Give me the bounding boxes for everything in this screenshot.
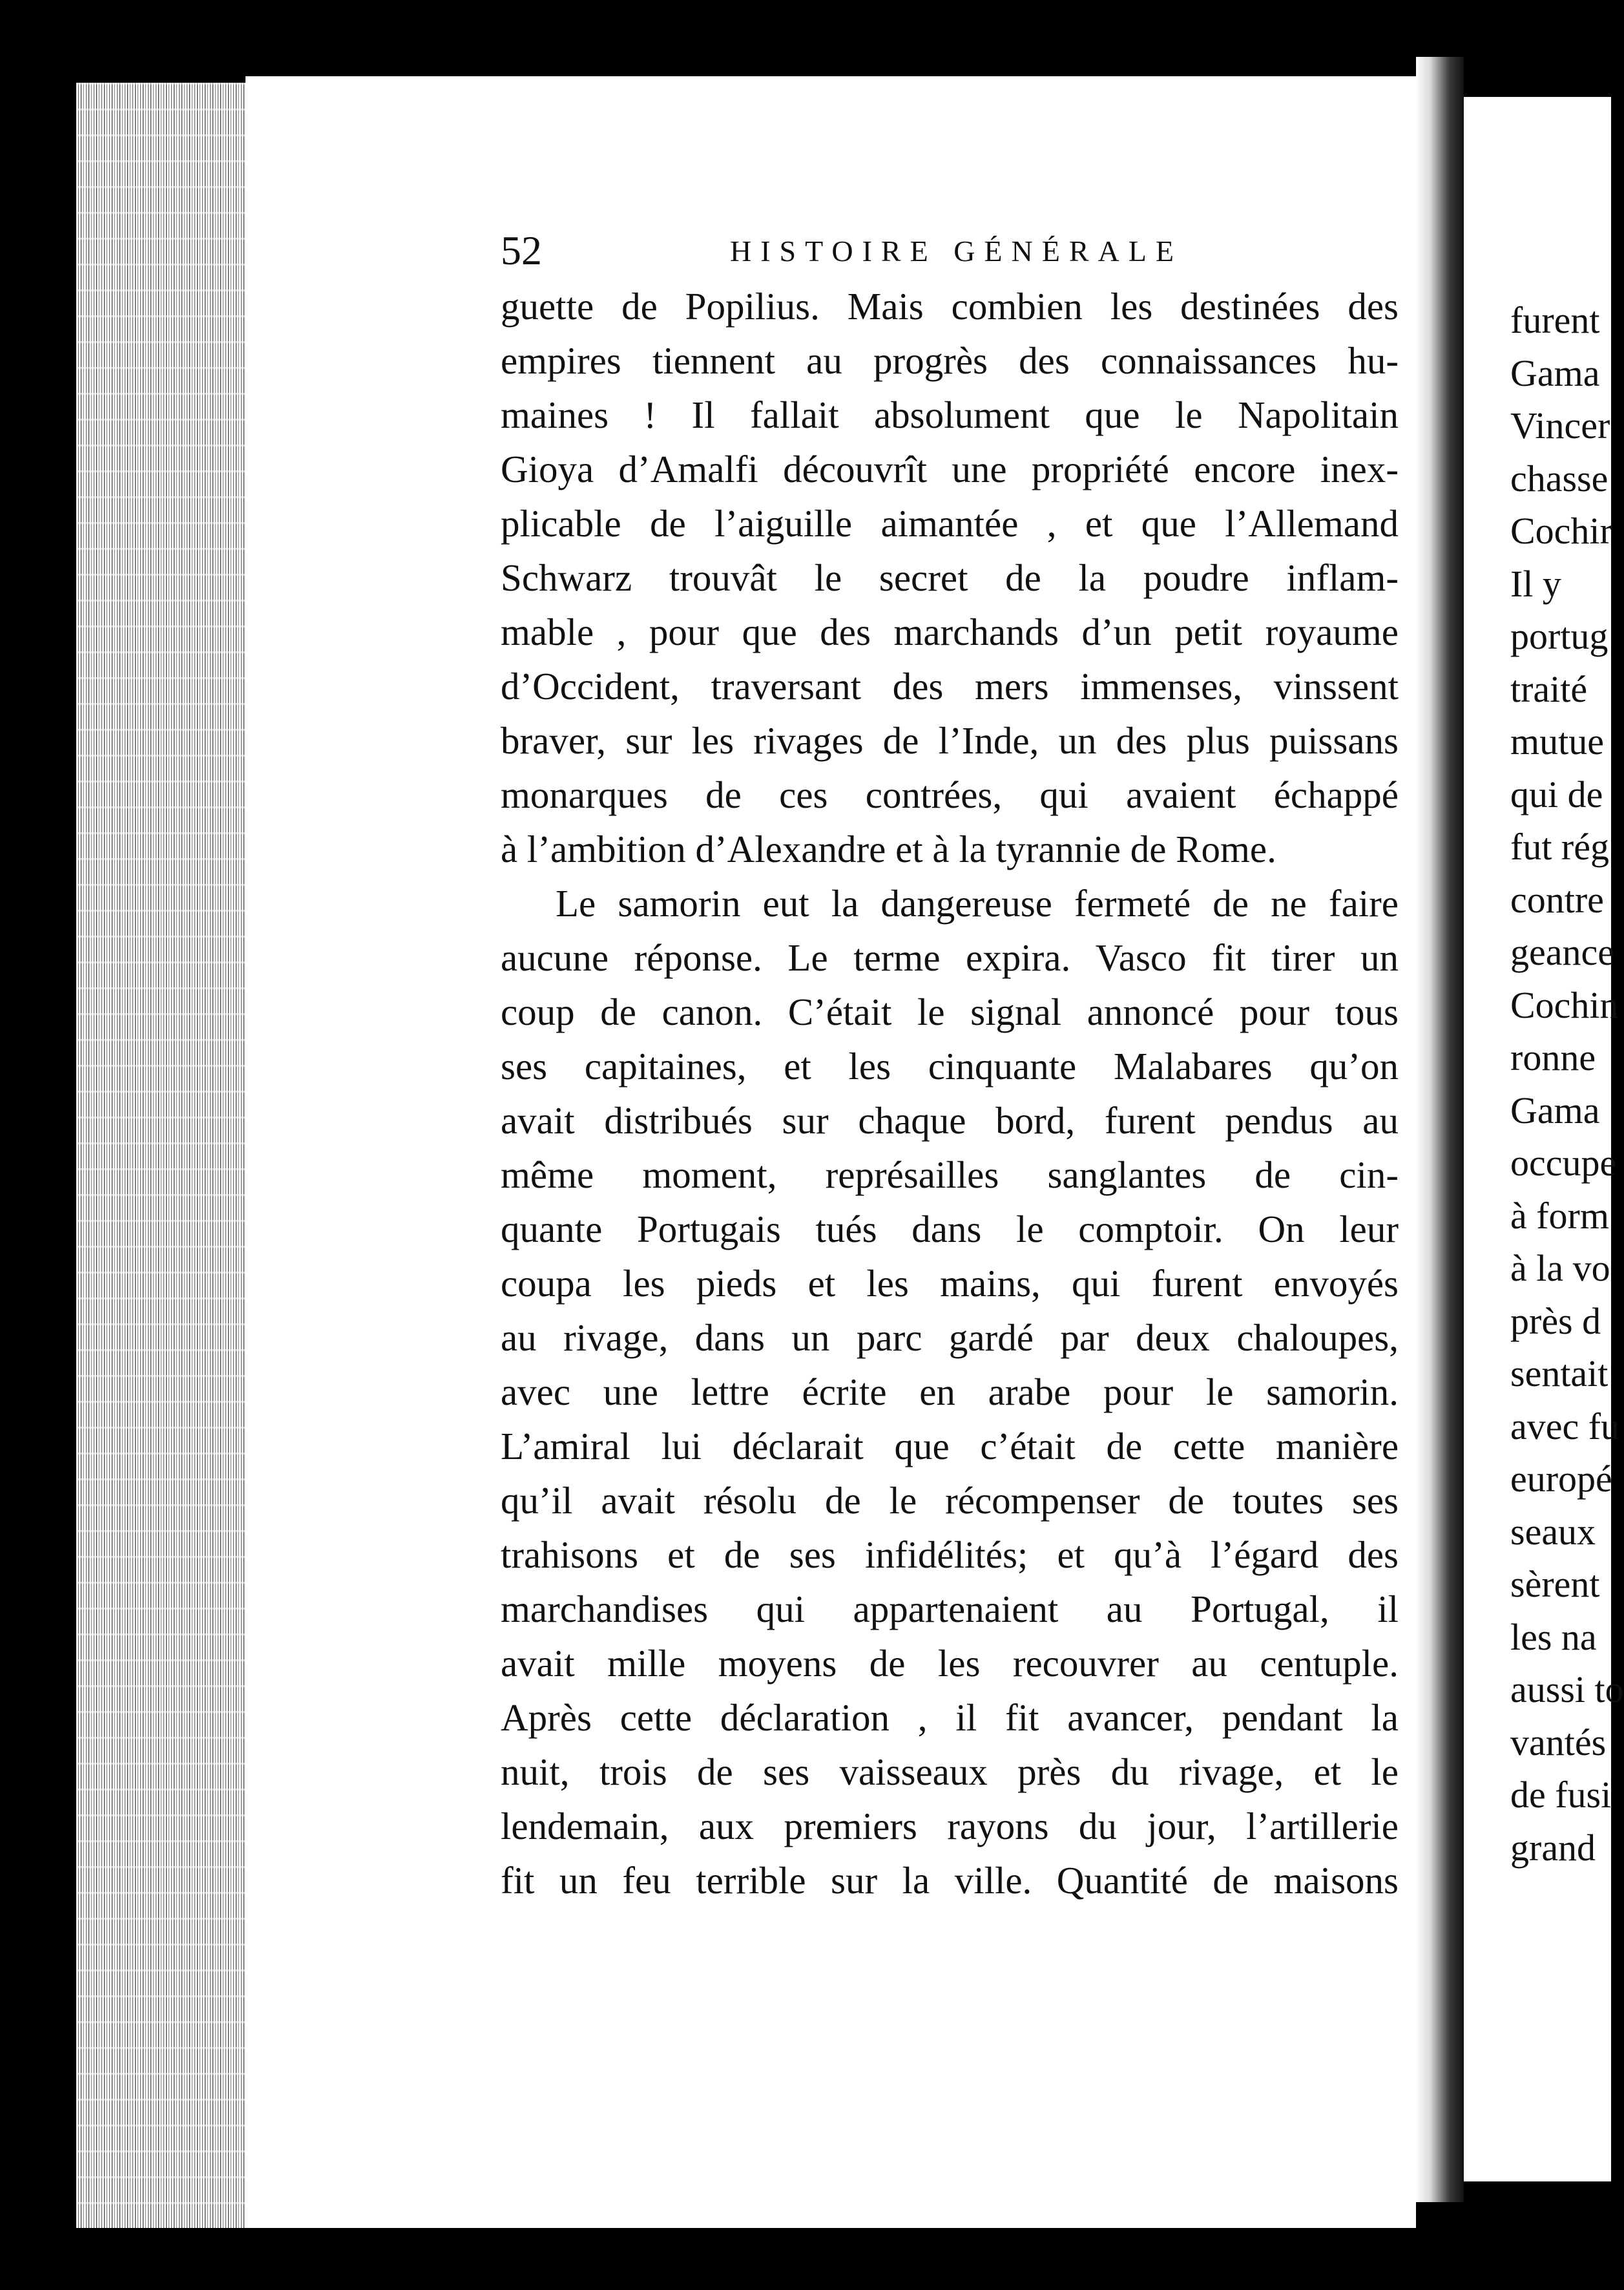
text-line: empires tiennent au progrès des connaissances hu-: [501, 339, 1399, 382]
facing-line: les na: [1510, 1615, 1597, 1658]
body-text: [501, 279, 1399, 1907]
text-line: braver, sur les rivages de l’Inde, un des plus puissans: [501, 719, 1399, 762]
facing-line: Cochir: [1510, 510, 1612, 552]
facing-line: Il y: [1510, 562, 1561, 605]
text-line: quante Portugais tués dans le comptoir. On leur: [501, 1208, 1399, 1250]
text-line: d’Occident, traversant des mers immenses, vinssent: [501, 665, 1399, 708]
page-number: 52: [501, 227, 542, 273]
text-line: avait mille moyens de les recouvrer au centuple.: [501, 1642, 1399, 1685]
facing-line: Vincer: [1510, 404, 1610, 446]
facing-line: geance: [1510, 931, 1614, 973]
text-line: maines ! Il fallait absolument que le Napolitain: [501, 394, 1399, 436]
text-line: au rivage, dans un parc gardé par deux chaloupes,: [501, 1316, 1399, 1359]
facing-line: traité: [1510, 667, 1588, 710]
book-gutter: [1416, 57, 1464, 2202]
text-line: marchandises qui appartenaient au Portugal, il: [501, 1588, 1399, 1630]
text-line: à l’ambition d’Alexandre et à la tyrannie de Rome.: [501, 828, 1276, 870]
facing-page-text: [1510, 294, 1624, 1874]
facing-line: sèrent: [1510, 1563, 1600, 1605]
facing-page: [1464, 97, 1624, 2181]
facing-line: grand: [1510, 1826, 1596, 1869]
text-line: avec une lettre écrite en arabe pour le samorin.: [501, 1371, 1399, 1413]
text-line: nuit, trois de ses vaisseaux près du rivage, et le: [501, 1750, 1399, 1793]
facing-line: Cochin: [1510, 983, 1619, 1026]
text-line: guette de Popilius. Mais combien les destinées des: [501, 285, 1399, 328]
text-line: lendemain, aux premiers rayons du jour, l’artillerie: [501, 1805, 1399, 1847]
facing-line: avec fu: [1510, 1405, 1620, 1447]
facing-line: seaux: [1510, 1510, 1596, 1553]
facing-line: vantés: [1510, 1721, 1607, 1763]
facing-line: ronne: [1510, 1036, 1596, 1078]
facing-line: furent: [1510, 299, 1600, 341]
text-line: monarques de ces contrées, qui avaient échappé: [501, 773, 1399, 816]
facing-line: chasse: [1510, 457, 1608, 499]
facing-line: occupe: [1510, 1142, 1617, 1184]
facing-line: aussi to: [1510, 1668, 1624, 1710]
text-line: fit un feu terrible sur la ville. Quantité de maisons: [501, 1859, 1399, 1902]
facing-line: mutue: [1510, 720, 1604, 762]
facing-line: contre: [1510, 878, 1604, 921]
text-line: mable , pour que des marchands d’un petit royaume: [501, 611, 1399, 653]
page-edges: [76, 83, 245, 2228]
facing-line: europé: [1510, 1458, 1612, 1500]
text-line: avait distribués sur chaque bord, furent pendus au: [501, 1099, 1399, 1142]
text-line: coupa les pieds et les mains, qui furent envoyés: [501, 1262, 1399, 1305]
text-line: Schwarz trouvât le secret de la poudre inflam-: [501, 556, 1399, 599]
running-title: HISTOIRE GÉNÉRALE: [730, 235, 1183, 268]
facing-line: à form: [1510, 1194, 1609, 1237]
facing-line: portug: [1510, 615, 1608, 657]
running-head: [501, 225, 1405, 277]
text-line: coup de canon. C’était le signal annoncé pour tous: [501, 991, 1399, 1033]
facing-line: sentait: [1510, 1352, 1608, 1394]
facing-line: Gama: [1510, 1089, 1600, 1131]
text-line: plicable de l’aiguille aimantée , et que l’Allemand: [501, 502, 1399, 545]
text-line: ses capitaines, et les cinquante Malabares qu’on: [501, 1045, 1399, 1087]
facing-line: fut rég: [1510, 826, 1609, 868]
text-line: Le samorin eut la dangereuse fermeté de ne faire: [556, 882, 1399, 925]
text-line: aucune réponse. Le terme expira. Vasco fit tirer un: [501, 936, 1399, 979]
text-line: qu’il avait résolu de le récompenser de toutes ses: [501, 1479, 1399, 1522]
text-line: Gioya d’Amalfi découvrît une propriété encore inex-: [501, 448, 1399, 490]
facing-line: à la vo: [1510, 1247, 1610, 1289]
text-line: même moment, représailles sanglantes de cin-: [501, 1153, 1399, 1196]
text-line: trahisons et de ses infidélités; et qu’à l’égard des: [501, 1533, 1399, 1576]
facing-line: Gama: [1510, 352, 1600, 394]
facing-line: qui de: [1510, 773, 1603, 815]
facing-line: près d: [1510, 1299, 1601, 1342]
text-line: L’amiral lui déclarait que c’était de cette manière: [501, 1425, 1399, 1467]
text-line: Après cette déclaration , il fit avancer, pendant la: [501, 1696, 1399, 1739]
facing-line: de fusi: [1510, 1774, 1612, 1816]
